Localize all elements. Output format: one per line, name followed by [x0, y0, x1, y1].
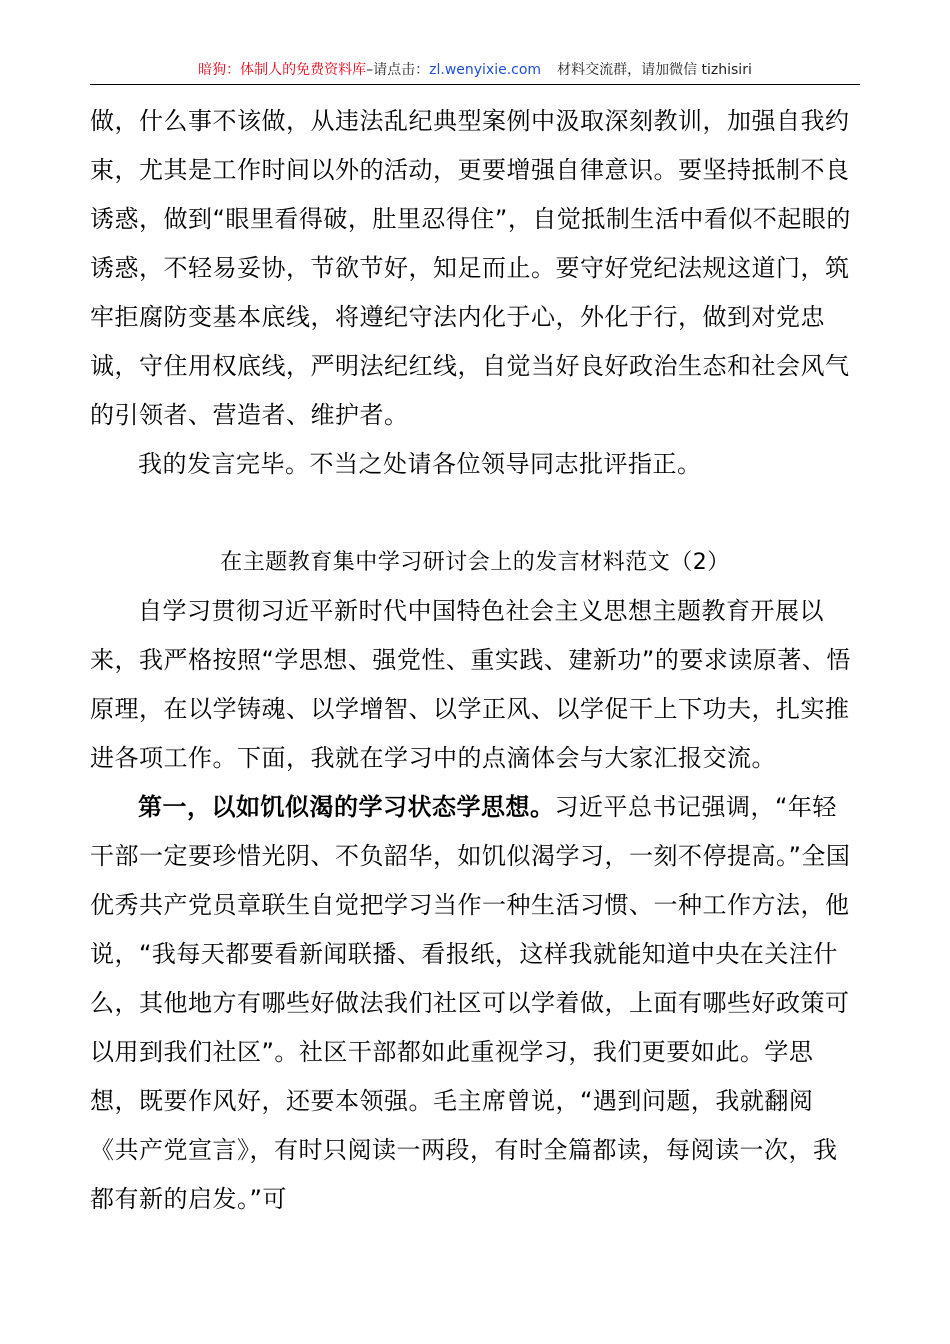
header-brand: 暗狗：体制人的免费资料库	[198, 62, 367, 78]
first-point-body: 习近平总书记强调，“年轻干部一定要珍惜光阴、不负韶华，如饥似渴学习，一刻不停提高。”全国优秀共产党员章联生自觉把学习当作一种生活习惯、一种工作方法，他说，“我每天都要看新闻联播、看报纸，这样我就能知道中央在关注什么，其他地方有哪些好做法我们社区可以学着做，上面有哪些好政策可以用到我们社区”。社区干部都如此重视学习，我们更要如此。学思想，既要作风好，还要本领强。毛主席曾说，“遇到问题，我就翻阅《共产党宣言》，有时只阅读一两段，有时全篇都读，每阅读一次，我都有新的启发。”可	[90, 793, 851, 1213]
paragraph-intro: 自学习贯彻习近平新时代中国特色社会主义思想主题教育开展以来，我严格按照“学思想、强党性、重实践、建新功”的要求读原著、悟原理，在以学铸魂、以学增智、以学正风、以学促干上下功夫，扎实推进各项工作。下面，我就在学习中的点滴体会与大家汇报交流。	[90, 597, 851, 772]
paragraph-closing: 我的发言完毕。不当之处请各位领导同志批评指正。	[138, 450, 702, 478]
page-header	[90, 60, 860, 85]
document-body	[90, 97, 860, 1224]
first-point-title: 第一，以如饥似渴的学习状态学思想。	[138, 793, 555, 821]
header-click-text: –请点击：	[366, 62, 430, 78]
header-url-link[interactable]: zl.wenyixie.com	[429, 62, 542, 78]
paragraph-first-point	[90, 783, 860, 1224]
section-spacer	[90, 489, 860, 538]
paragraph-continuation: 做，什么事不该做，从违法乱纪典型案例中汲取深刻教训，加强自我约束，尤其是工作时间以外的活动，更要增强自律意识。要坚持抵制不良诱惑，做到“眼里看得破，肚里忍得住”，自觉抵制生活中看似不起眼的诱惑，不轻易妥协，节欲节好，知足而止。要守好党纪法规这道门，筑牢拒腐防变基本底线，将遵纪守法内化于心，外化于行，做到对党忠诚，守住用权底线，严明法纪红线，自觉当好良好政治生态和社会风气的引领者、营造者、维护者。	[90, 107, 851, 429]
header-contact: 材料交流群，请加微信 tizhisiri	[557, 62, 752, 78]
section-heading: 在主题教育集中学习研讨会上的发言材料范文（2）	[220, 550, 730, 575]
